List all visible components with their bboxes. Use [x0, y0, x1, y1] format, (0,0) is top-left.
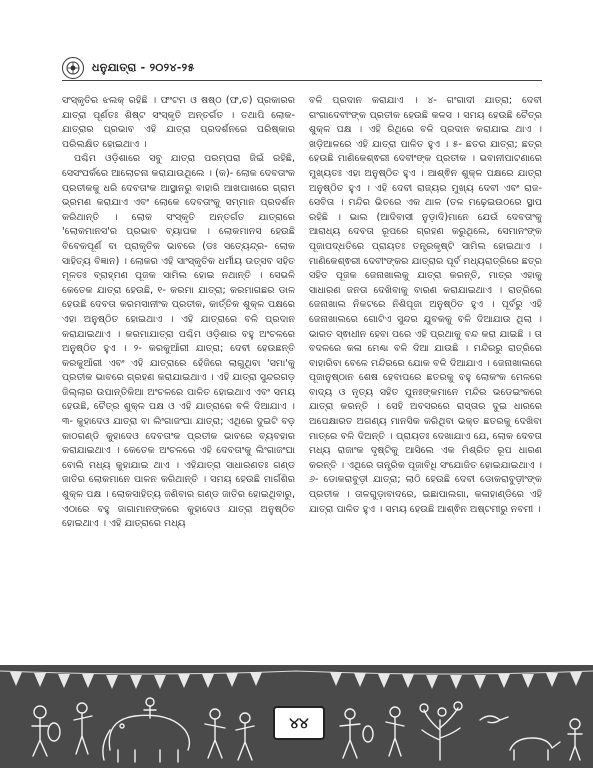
- page-number: ୪୪: [273, 706, 325, 740]
- paragraph: ପଶ୍ଚିମ ଓଡ଼ିଶାରେ ସବୁ ଯାତ୍ରା ପରମ୍ପରା ଜିଇଁ ରହିଛି, ସେସଂପର୍କରେ ଆଲୋଚନା କରାଯାଉଥିଲେ । (କ)- ଲୋକ ଦେବତାଂକ ପ୍ରତୀକକୁ ଧରି ଦେବତାଂକ ଆସ୍ଥାନରୁ ବାହାରି ଆଖପାଖରେ ଗ୍ରାମ ଭ୍ରମଣ କରାଯାଏ ଏବଂ ଲୋକେ ଦେବତାଂକୁ ସମ୍ମାନ ପ୍ରଦର୍ଶନ କରିଥାନ୍ତି । ଲୋକ ସଂସ୍କୃତି ଅନ୍ତର୍ଗତ ଯାତ୍ରାରେ 'ଲୋକମାନସ'ର ପ୍ରଭାବ ବ୍ୟାପକ । ଲୋକମାନସ ହେଉଛି ବିବେକପୂର୍ଣ ବା ପ୍ରାକୃତିକ ଭାବରେ (ଡଃ ସତ୍ୟେନ୍ଦ୍ର- ଲୋକ ସାହିତ୍ୟ ବିଜ୍ଞାନ) । ଲୋକର ଏହି ସାଂସ୍କୃତିକ ଧର୍ମୀୟ ଉତ୍ସବ ସହିତ ମୂଳତଃ ବ୍ରାହ୍ମଣ ପୂଜକ ସାମିଲ ହୋଇ ନଥାନ୍ତି । ସେଭଳି କେତେକ ଯାତ୍ରା ହେଉଛି, ୧- କରମା ଯାତ୍ରା; କରମାଗଛର ଡାଳ ହେଉଛି ଦେବତା କରମସାନୀଂକ ପ୍ରତୀକ, କାର୍ତ୍ତିକ ଶୁକ୍ଳ ପକ୍ଷରେ ଏହା ଅନୁଷ୍ଠିତ ହୋଇଥାଏ । ଏହି ଯାତ୍ରାରେ ବଳି ପ୍ରଦାନ କରାଯାଇଥାଏ । କରମାଯାତ୍ରା ପଶ୍ଚିମ ଓଡ଼ିଶାର ବହୁ ଅଂଚଳରେ ଅନୁଷ୍ଠିତ ହୁଏ । ୨- କରକୁଆଁରୀ ଯାତ୍ରା; ଦେବୀ ହେଉଛନ୍ତି କରକୁଆଁରୀ ଏବଂ ଏହି ଯାତ୍ରାରେ ହେଁଜିରେ ଲାଗୁଥିବା 'ସମା'କୁ ପ୍ରତୀକ ଭାବରେ ଗ୍ରହଣ କରାଯାଇଥାଏ । ଏହି ଯାତ୍ରା ସୁନ୍ଦରଗଡ଼ ଜିଲ୍ଲାର ଉପାନ୍ତିକିଆ ଅଂଚଳରେ ପାଳିତ ହୋଇଥାଏ ଏବଂ ସମୟ ହେଉଛି, ଚୈତ୍ର ଶୁକ୍ଳ ପକ୍ଷ ଓ ଏହି ଯାତ୍ରାରେ ବଳି ଦିଆଯାଏ । ୩- କୁହାଦେଓ ଯାତ୍ରା ବା ଲିଂଗାଜଂଘା ଯାତ୍ରା; ଏଥିରେ ଦୁଇଟି ବଡ଼ କାଠଗଣ୍ଡି କୁହାଦେଓ ଦେବତାଂକ ପ୍ରତୀକ ଭାବରେ ବ୍ୟବହାର କରାଯାଇଥାଏ । କେତେକ ଅଂଚଳରେ ଏହି ଦେବତାଂକୁ ଲିଂଗାଜଂଘା ବୋଲି ମଧ୍ୟ କୁହାଯାଇ ଥାଏ । ଏହିଯାତ୍ରା ସାଧାରଣତଃ ଗଣ୍ଡ ଜାତିର ଲୋକମାନେ ପାଳନ କରିଥାନ୍ତି । ସମୟ ହେଉଛି ମାର୍ଗଶିର ଶୁକ୍ଳ ପକ୍ଷ । ଲୋକସାହିତ୍ୟ ଜଣିବାର ଗଣ୍ଡ ଜାତିର ହୋଇଥିବାରୁ, ଏଠାରେ ବହୁ ଜାଗାମାନଙ୍କରେ କୁହାଦେଓ ଯାତ୍ରା ଅନୁଷ୍ଠିତ ହୋଇଥାଏ । ଏହି ଯାତ୍ରାରେ ମଧ୍ୟ: [62, 153, 295, 530]
- article-body: [62, 94, 542, 672]
- paragraph: ବଳି ପ୍ରଦାନ କରାଯାଏ । ୪- ଗଂଗାଦୀ ଯାତ୍ରା; ଦେବୀ ଗଂଗାଦେବୀଂଙ୍କ ପ୍ରତୀକ ହେଉଛି କଳସ । ସମୟ ହେଉଛି ଚୈତ୍ର ଶୁକ୍ଳ ପକ୍ଷ । ଏହି ରିଥିରେ ବଳି ପ୍ରଦାନ କରାଯାଇ ଥାଏ । ଖଡ଼ିଆଳରେ ଏହି ଯାତ୍ରା ପାଳିତ ହୁଏ । ୫- ଛତର ଯାତ୍ରା; ଛତ୍ର ହେଉଛି ମାଣିକେଶ୍ଵରୀ ଦେବୀଂଙ୍କ ପ୍ରତୀକ । ଭବାନୀପାଟଣାରେ ମୁଖ୍ୟତଃ ଏହା ଅନୁଷ୍ଠିତ ହୁଏ । ଆଶ୍ଵିନ ଶୁକ୍ଳ ପକ୍ଷରେ ଯାତ୍ରା ଅନୁଷ୍ଠିତ ହୁଏ । ଏହି ଦେବୀ ରାଜ୍ୟର ମୁଖ୍ୟ ଦେବୀ ଏବଂ ରାଜ-ସେବିତା । ମନ୍ଦିର ଭିତରେ ଏକ ଥାଳ (ତଳ ମଢ଼େଇଉଠରେ ସ୍ଥାପ ରହିଛି । ଭାଲ (ଆଦିବାସୀ ନୁଡ଼ାଦି)ମାନେ ଯେଉଁ ଦେବତାଂକୁ ଆରାଧ୍ୟ ଦେବତା ରୂପରେ ଗ୍ରହଣ କରୁଥିଲେ, ସେମାନଂଙ୍କ ପୂଜାପଦ୍ଧତିରେ ପ୍ରାୟତଃ ତନ୍ତ୍ରକୃଷ୍ଟି ସାମିଲ ହୋଇଥାଏ । ମାଣିକେଶ୍ଵରୀ ଦେବୀଂଙ୍କର ଯାତ୍ରାର ପୂର୍ବ ମଧ୍ୟରାତ୍ରିରେ ଛତ୍ର ସହିତ ପୂଜକ ଜେନାଖାଲକୁ ଯାତ୍ରା କରନ୍ତି, ମାତ୍ର ଏହାକୁ ସାଧାରଣ ଜନତା ଦେଖିବାକୁ ବାରଣ କରାଯାଇଥାଏ । ରାତ୍ରିରେ ଜେନାଖାଲ ନିକଟରେ ନିଶିପୂଜା ଅନୁଷ୍ଠିତ ହୁଏ । ପୂର୍ବରୁ ଏହି ଜେନାଖାଲରେ ଗୋଟିଏ ସୁନ୍ଦର ଯୁବକକୁ ବଳି ଦିଆଯାଉ ଥିଲା । ଭାରତ ସ୍ଵାଧୀନ ହେବା ପରେ ଏହି ପ୍ରଥାକୁ ବନ୍ଦ କରା ଯାଇଛି । ତା ବଦଳରେ କଳା ମେଣ୍ଢା ବଳି ଦିଆ ଯାଉଛି । ମନ୍ଦିରରୁ ରାତ୍ରିରେ ବାହାରିବା ବେଳେ ମନ୍ଦିରରେ ଯୋକ ବଳି ଦିଆଯାଏ । ଜେନାଖାଲରେ ପୂଜାନୁଷ୍ଠାନ ଶେଷ ହେବାପରେ ଛତରକୁ ବହୁ ଲୋକଂକ ମେଳରେ ବାଦ୍ୟ ଓ ନୃତ୍ୟ ସହିତ ପୁନଃଙ୍କମାନେ ମନ୍ଦିର ଭଡେଇଂକରେ ଯାତ୍ରା କରନ୍ତି । ସେହି ଅବସରରେ ରାସ୍ତାର ଦୁଇ ଧାରରେ ଅପେକ୍ଷାରତ ଅଗଣ୍ୟ ମାନସିକ କରିଥିବା ଭକ୍ତ ଛତରକୁ ଦେଖିବା ମାତ୍ରେ ବଳି ଦିଅନ୍ତି । ପ୍ରାୟତଃ ଦେଖାଯାଏ ଯେ, ଲୋକ ଦେବତା ମଧ୍ୟ ରାଜାଂକ ଦୃଷ୍ଟିକୁ ଆସିଲେ ଏକ ମିଶ୍ରିତ ରୂପ ଧାରଣ କରନ୍ତି । ଏଥିରେ ତାନ୍ତ୍ରିକ ପୂଜାବିଧି ସଂଯୋଜିତ ହୋଇଯାଇଥାଏ । ୬- ଡୋକରାବୁଡ଼ୀ ଯାତ୍ରା; ଲାଠି ହେଉଛି ଦେବୀ ଡୋକରାବୁଡ଼ୀଂଙ୍କ ପ୍ରତୀକ । ତାଳଗୁଡ଼ାବାଦରେ, ଇଛାପାଲଗା, କଳାହାଣ୍ଡିରେ ଏହି ଯାତ୍ରା ପାଳିତ ହୁଏ । ସମୟ ହେଉଛି ଆଶ୍ଵିନ ଅଷ୍ଟମୀରୁ ନବମୀ ।: [309, 95, 542, 515]
- page-header: [62, 56, 542, 80]
- header-title: ଧନୁଯାତ୍ରା - ୨୦୨୪-୨୫: [92, 61, 195, 74]
- paragraph: ସଂସ୍କୃତିର ଝଲକ୍ ରହିଛି । ଫଂଟମ ଓ ଷଷ୍ଠ (ଫ,ଚ) ପ୍ରକାରର ଯାତ୍ରା ପୂର୍ଣତଃ ଶିଷ୍ଟ ସଂସ୍କୃତି ଅନ୍ତର୍ଗତ । ତଥାପି ଲୋକ-ଯାତ୍ରାର ପ୍ରଭାବ ଏହି ଯାତ୍ରା ପ୍ରଦର୍ଶନରେ ପରିଷ୍କାର ପରିଲକ୍ଷିତ ହୋଇଥାଏ ।: [62, 95, 295, 150]
- right-column: [309, 94, 542, 672]
- emblem-logo-icon: [62, 57, 84, 79]
- bunting-decoration: [0, 668, 593, 692]
- header-divider: [62, 80, 542, 81]
- left-column: [62, 94, 295, 672]
